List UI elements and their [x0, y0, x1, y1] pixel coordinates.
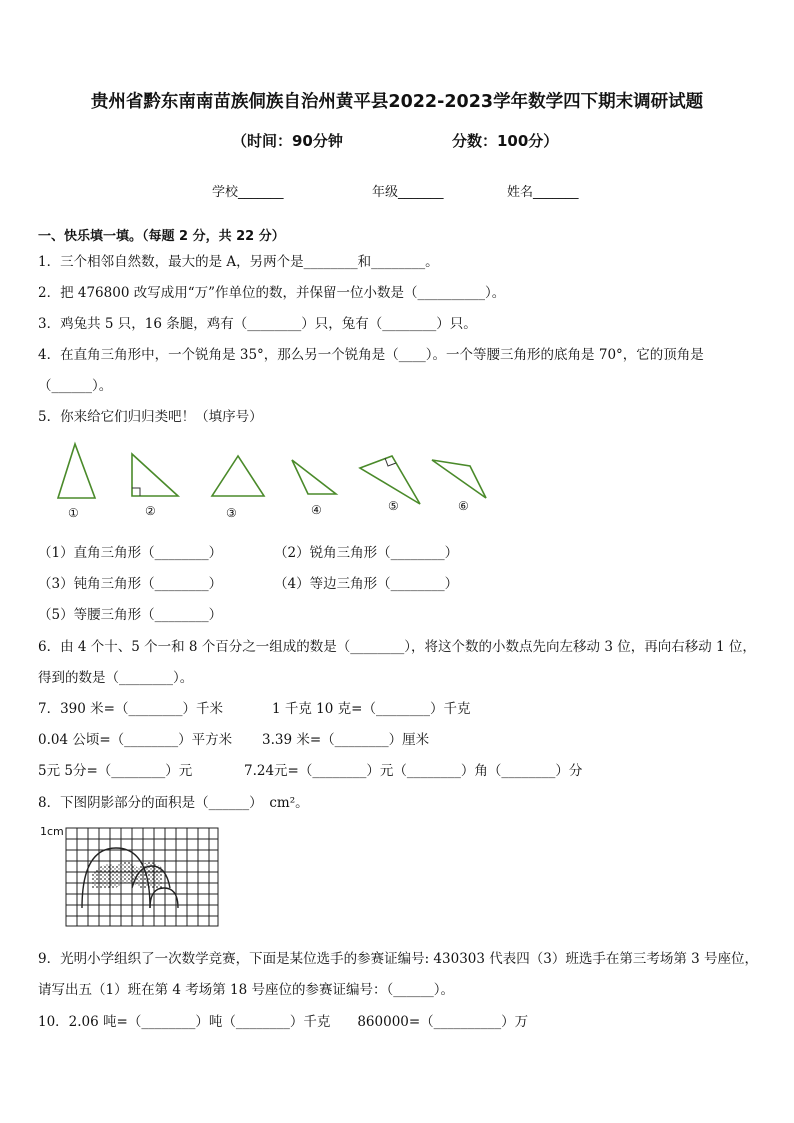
q5-equilateral-triangle: （4）等边三角形（________）	[274, 576, 459, 592]
question-7-c2: 7.24元=（________）元（________）角（________）分	[244, 763, 583, 779]
q5-obtuse-triangle: （3）钝角三角形（________）	[38, 576, 223, 592]
question-1: 1．三个相邻自然数，最大的是 A，另两个是________和________。	[38, 254, 439, 270]
triangle-4	[292, 460, 336, 494]
page-title: 贵州省黔东南南苗族侗族自治州黄平县2022-2023学年数学四下期末调研试题	[90, 92, 704, 112]
triangle-label-4: ④	[311, 503, 322, 517]
question-8: 8．下图阴影部分的面积是（______） cm²。	[38, 795, 309, 811]
right-angle-mark-2	[132, 488, 140, 496]
question-7-a2: 1 千克 10 克=（________）千克	[272, 701, 471, 717]
question-10: 10．2.06 吨=（________）吨（________）千克 860000=（__________）万	[38, 1014, 529, 1030]
q5-right-triangle: （1）直角三角形（________）	[38, 545, 223, 561]
triangle-2	[132, 454, 178, 496]
time-label: （时间：90分钟	[232, 132, 343, 150]
question-7-b1: 0.04 公顷=（________）平方米	[38, 732, 233, 748]
name-field: 姓名_______	[507, 185, 579, 200]
grade-field: 年级_______	[372, 185, 444, 200]
question-7-b2: 3.39 米=（________）厘米	[262, 732, 430, 748]
question-5: 5．你来给它们归归类吧！（填序号）	[38, 409, 263, 425]
section-heading: 一、快乐填一填。（每题 2 分，共 22 分）	[38, 229, 285, 244]
triangle-6	[432, 460, 486, 498]
question-6-line2: 得到的数是（________）。	[38, 670, 194, 686]
triangle-label-6: ⑥	[458, 499, 469, 513]
question-9-line1: 9．光明小学组织了一次数学竞赛，下面是某位选手的参赛证编号: 430303 代表四（3）班选手在第三考场第 3 号座位，	[38, 951, 759, 967]
question-4-line2: （______）。	[38, 378, 113, 394]
triangle-5	[360, 456, 420, 504]
question-2: 2．把 476800 改写成用“万”作单位的数，并保留一位小数是（__________）。	[38, 285, 506, 301]
triangle-label-2: ②	[145, 504, 156, 518]
question-4-line1: 4．在直角三角形中，一个锐角是 35°，那么另一个锐角是（____）。一个等腰三角形的底角是 70°，它的顶角是	[38, 347, 704, 363]
triangle-3	[212, 456, 264, 496]
question-3: 3．鸡兔共 5 只，16 条腿，鸡有（________）只，兔有（________）只。	[38, 316, 477, 332]
triangle-label-3: ③	[226, 506, 237, 520]
question-7-c1: 5元 5分=（________）元	[38, 763, 193, 779]
question-6-line1: 6．由 4 个十、5 个一和 8 个百分之一组成的数是（________），将这个数的小数点先向左移动 3 位，再向右移动 1 位，	[38, 639, 756, 655]
triangle-1	[58, 444, 95, 498]
question-7-a1: 7．390 米=（________）千米	[38, 701, 223, 717]
q5-isosceles-triangle: （5）等腰三角形（________）	[38, 607, 223, 623]
triangle-label-5: ⑤	[388, 499, 399, 513]
triangles-figure	[40, 436, 510, 526]
question-9-line2: 请写出五（1）班在第 4 考场第 18 号座位的参赛证编号：（______）。	[38, 982, 455, 998]
score-label: 分数：100分）	[452, 132, 559, 150]
shaded-area-grid	[64, 826, 224, 930]
school-field: 学校_______	[212, 185, 284, 200]
grid-unit-label: 1cm	[40, 825, 64, 838]
triangle-label-1: ①	[68, 506, 79, 520]
q5-acute-triangle: （2）锐角三角形（________）	[274, 545, 459, 561]
